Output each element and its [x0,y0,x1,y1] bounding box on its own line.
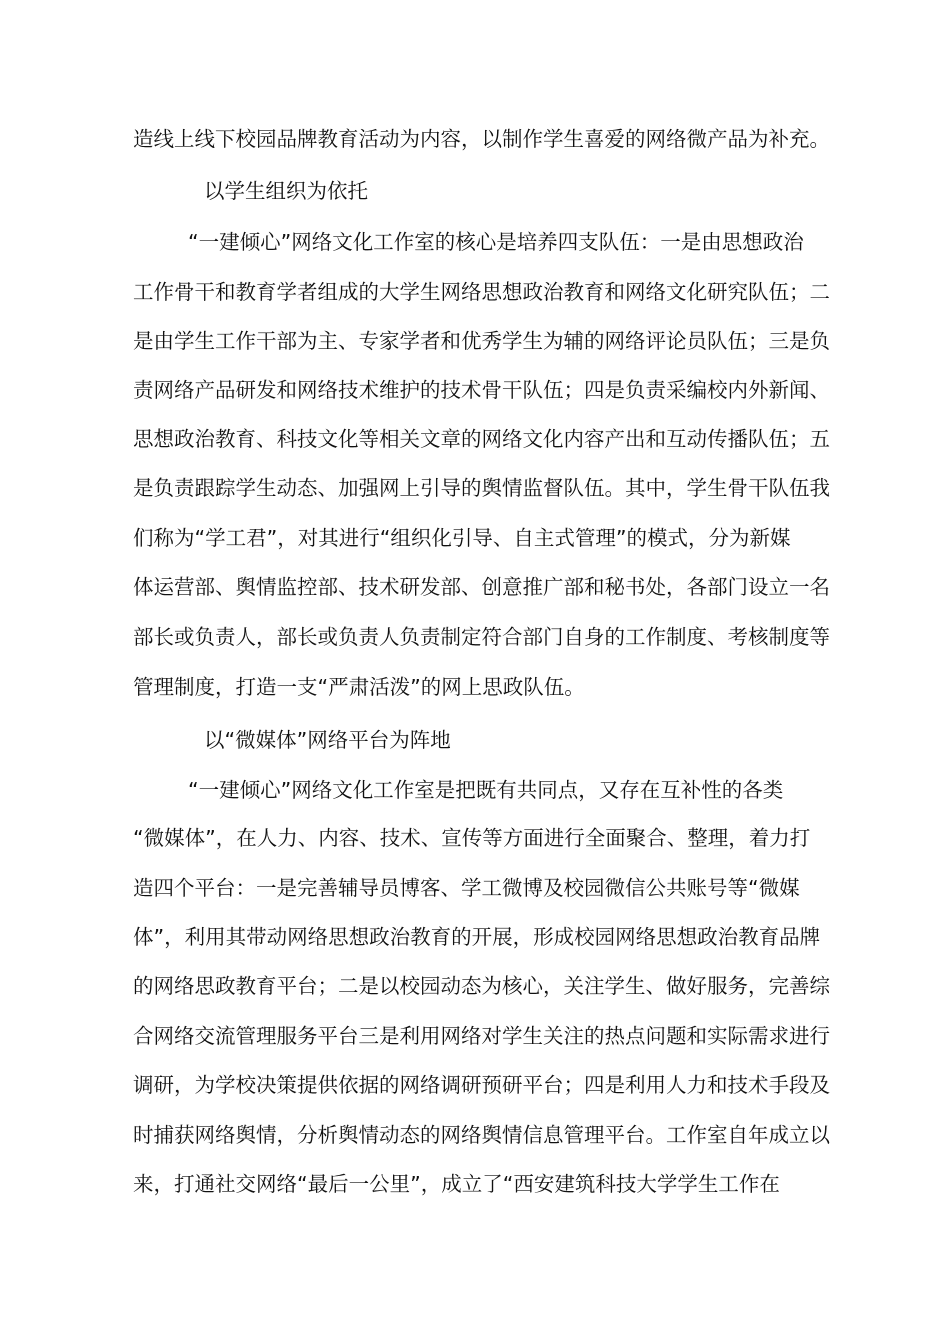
text-line: 们称为“学工君”，对其进行“组织化引导、自主式管理”的模式，分为新媒 [133,526,791,550]
text-line: 工作骨干和教育学者组成的大学生网络思想政治教育和网络文化研究队伍；二 [133,280,830,304]
text-line: 来，打通社交网络“最后一公里”，成立了“西安建筑科技大学学生工作在 [133,1172,780,1196]
text-line: 造四个平台：一是完善辅导员博客、学工微博及校园微信公共账号等“微媒 [133,876,800,900]
text-line: 部长或负责人，部长或负责人负责制定符合部门自身的工作制度、考核制度等 [133,625,830,649]
section-heading-student-organization: 以学生组织为依托 [204,179,368,203]
text-line: “微媒体”，在人力、内容、技术、宣传等方面进行全面聚合、整理，着力打 [133,826,811,850]
text-line: 时捕获网络舆情，分析舆情动态的网络舆情信息管理平台。工作室自年成立以 [133,1123,830,1147]
text-line: 体”，利用其带动网络思想政治教育的开展，形成校园网络思想政治教育品牌 [133,925,821,949]
text-line: 合网络交流管理服务平台三是利用网络对学生关注的热点问题和实际需求进行 [133,1024,830,1048]
section-heading-micro-media: 以“微媒体”网络平台为阵地 [204,728,451,752]
text-line: 责网络产品研发和网络技术维护的技术骨干队伍；四是负责采编校内外新闻、 [133,378,830,402]
text-line: “一建倾心”网络文化工作室是把既有共同点，又存在互补性的各类 [188,778,784,802]
text-line: “一建倾心”网络文化工作室的核心是培养四支队伍：一是由思想政治 [188,230,804,254]
text-line: 管理制度，打造一支“严肃活泼”的网上思政队伍。 [133,675,585,699]
text-line: 调研，为学校决策提供依据的网络调研预研平台；四是利用人力和技术手段及 [133,1073,830,1097]
text-line: 的网络思政教育平台；二是以校园动态为核心，关注学生、做好服务，完善综 [133,974,830,998]
text-line: 是由学生工作干部为主、专家学者和优秀学生为辅的网络评论员队伍；三是负 [133,329,830,353]
text-line: 体运营部、舆情监控部、技术研发部、创意推广部和秘书处，各部门设立一名 [133,575,830,599]
text-line: 造线上线下校园品牌教育活动为内容，以制作学生喜爱的网络微产品为补充。 [133,127,830,151]
text-line: 是负责跟踪学生动态、加强网上引导的舆情监督队伍。其中，学生骨干队伍我 [133,476,830,500]
text-line: 思想政治教育、科技文化等相关文章的网络文化内容产出和互动传播队伍；五 [133,427,830,451]
